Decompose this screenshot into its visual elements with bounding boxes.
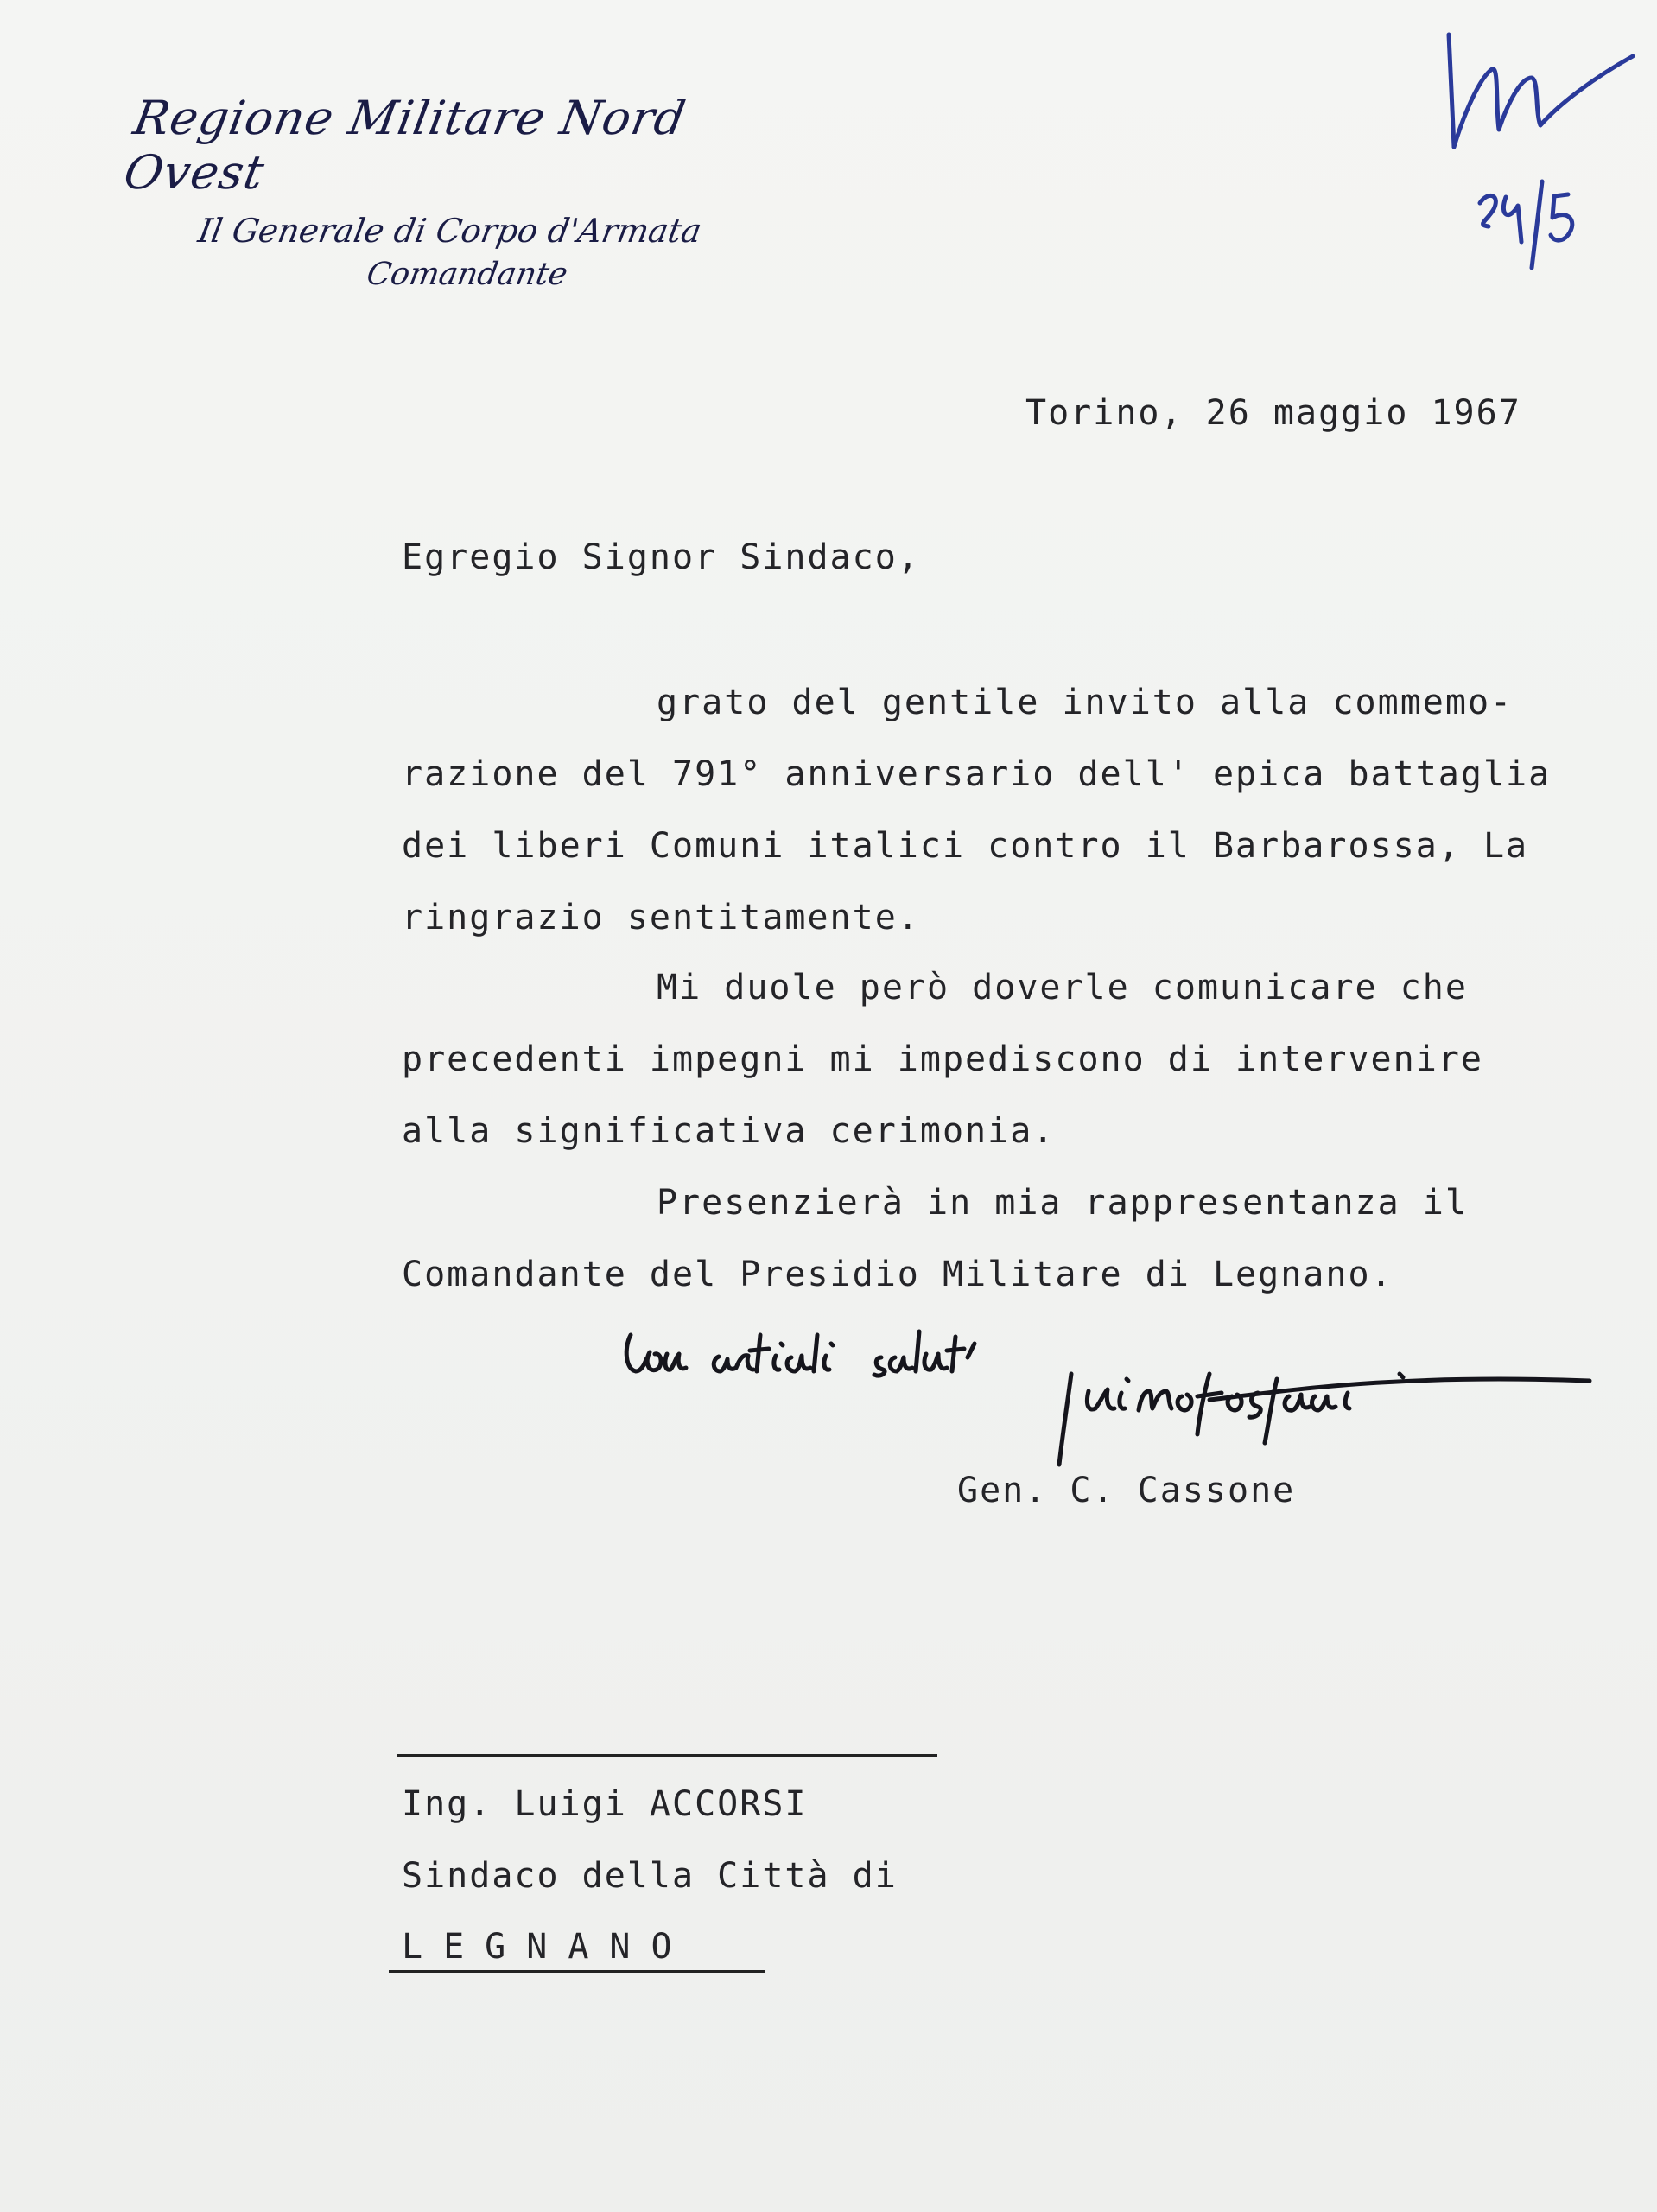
signer-name: Gen. C. Cassone bbox=[957, 1471, 1296, 1510]
letterhead bbox=[119, 91, 821, 292]
body-line: Mi duole però doverle comunicare che bbox=[657, 968, 1468, 1007]
handwritten-signature bbox=[1037, 1348, 1598, 1478]
body-line: alla significativa cerimonia. bbox=[402, 1111, 1056, 1151]
handwritten-closing bbox=[622, 1309, 1011, 1387]
body-line: Presenzierà in mia rappresentanza il bbox=[657, 1183, 1468, 1223]
salutation: Egregio Signor Sindaco, bbox=[402, 537, 920, 577]
recipient-top-rule bbox=[397, 1754, 937, 1757]
body-line: ringrazio sentitamente. bbox=[402, 898, 920, 938]
handwritten-initials-note bbox=[1438, 17, 1646, 276]
letterhead-rank: Il Generale di Corpo d'Armata bbox=[195, 212, 705, 250]
recipient-city: LEGNANO bbox=[402, 1927, 693, 1967]
recipient-name: Ing. Luigi ACCORSI bbox=[402, 1784, 808, 1824]
body-line: grato del gentile invito alla commemo- bbox=[657, 683, 1514, 722]
recipient-title: Sindaco della Città di bbox=[402, 1856, 898, 1896]
body-line: precedenti impegni mi impediscono di intervenire bbox=[402, 1039, 1483, 1079]
body-line: razione del 791° anniversario dell' epica battaglia bbox=[402, 754, 1552, 794]
letter-date: Torino, 26 maggio 1967 bbox=[1025, 393, 1521, 433]
body-line: Comandante del Presidio Militare di Legnano. bbox=[402, 1255, 1394, 1294]
recipient-city-underline bbox=[389, 1970, 765, 1973]
letterhead-region: Regione Militare Nord Ovest bbox=[119, 91, 691, 200]
letterhead-role: Comandante bbox=[364, 257, 571, 292]
body-line: dei liberi Comuni italici contro il Barbarossa, La bbox=[402, 826, 1529, 866]
